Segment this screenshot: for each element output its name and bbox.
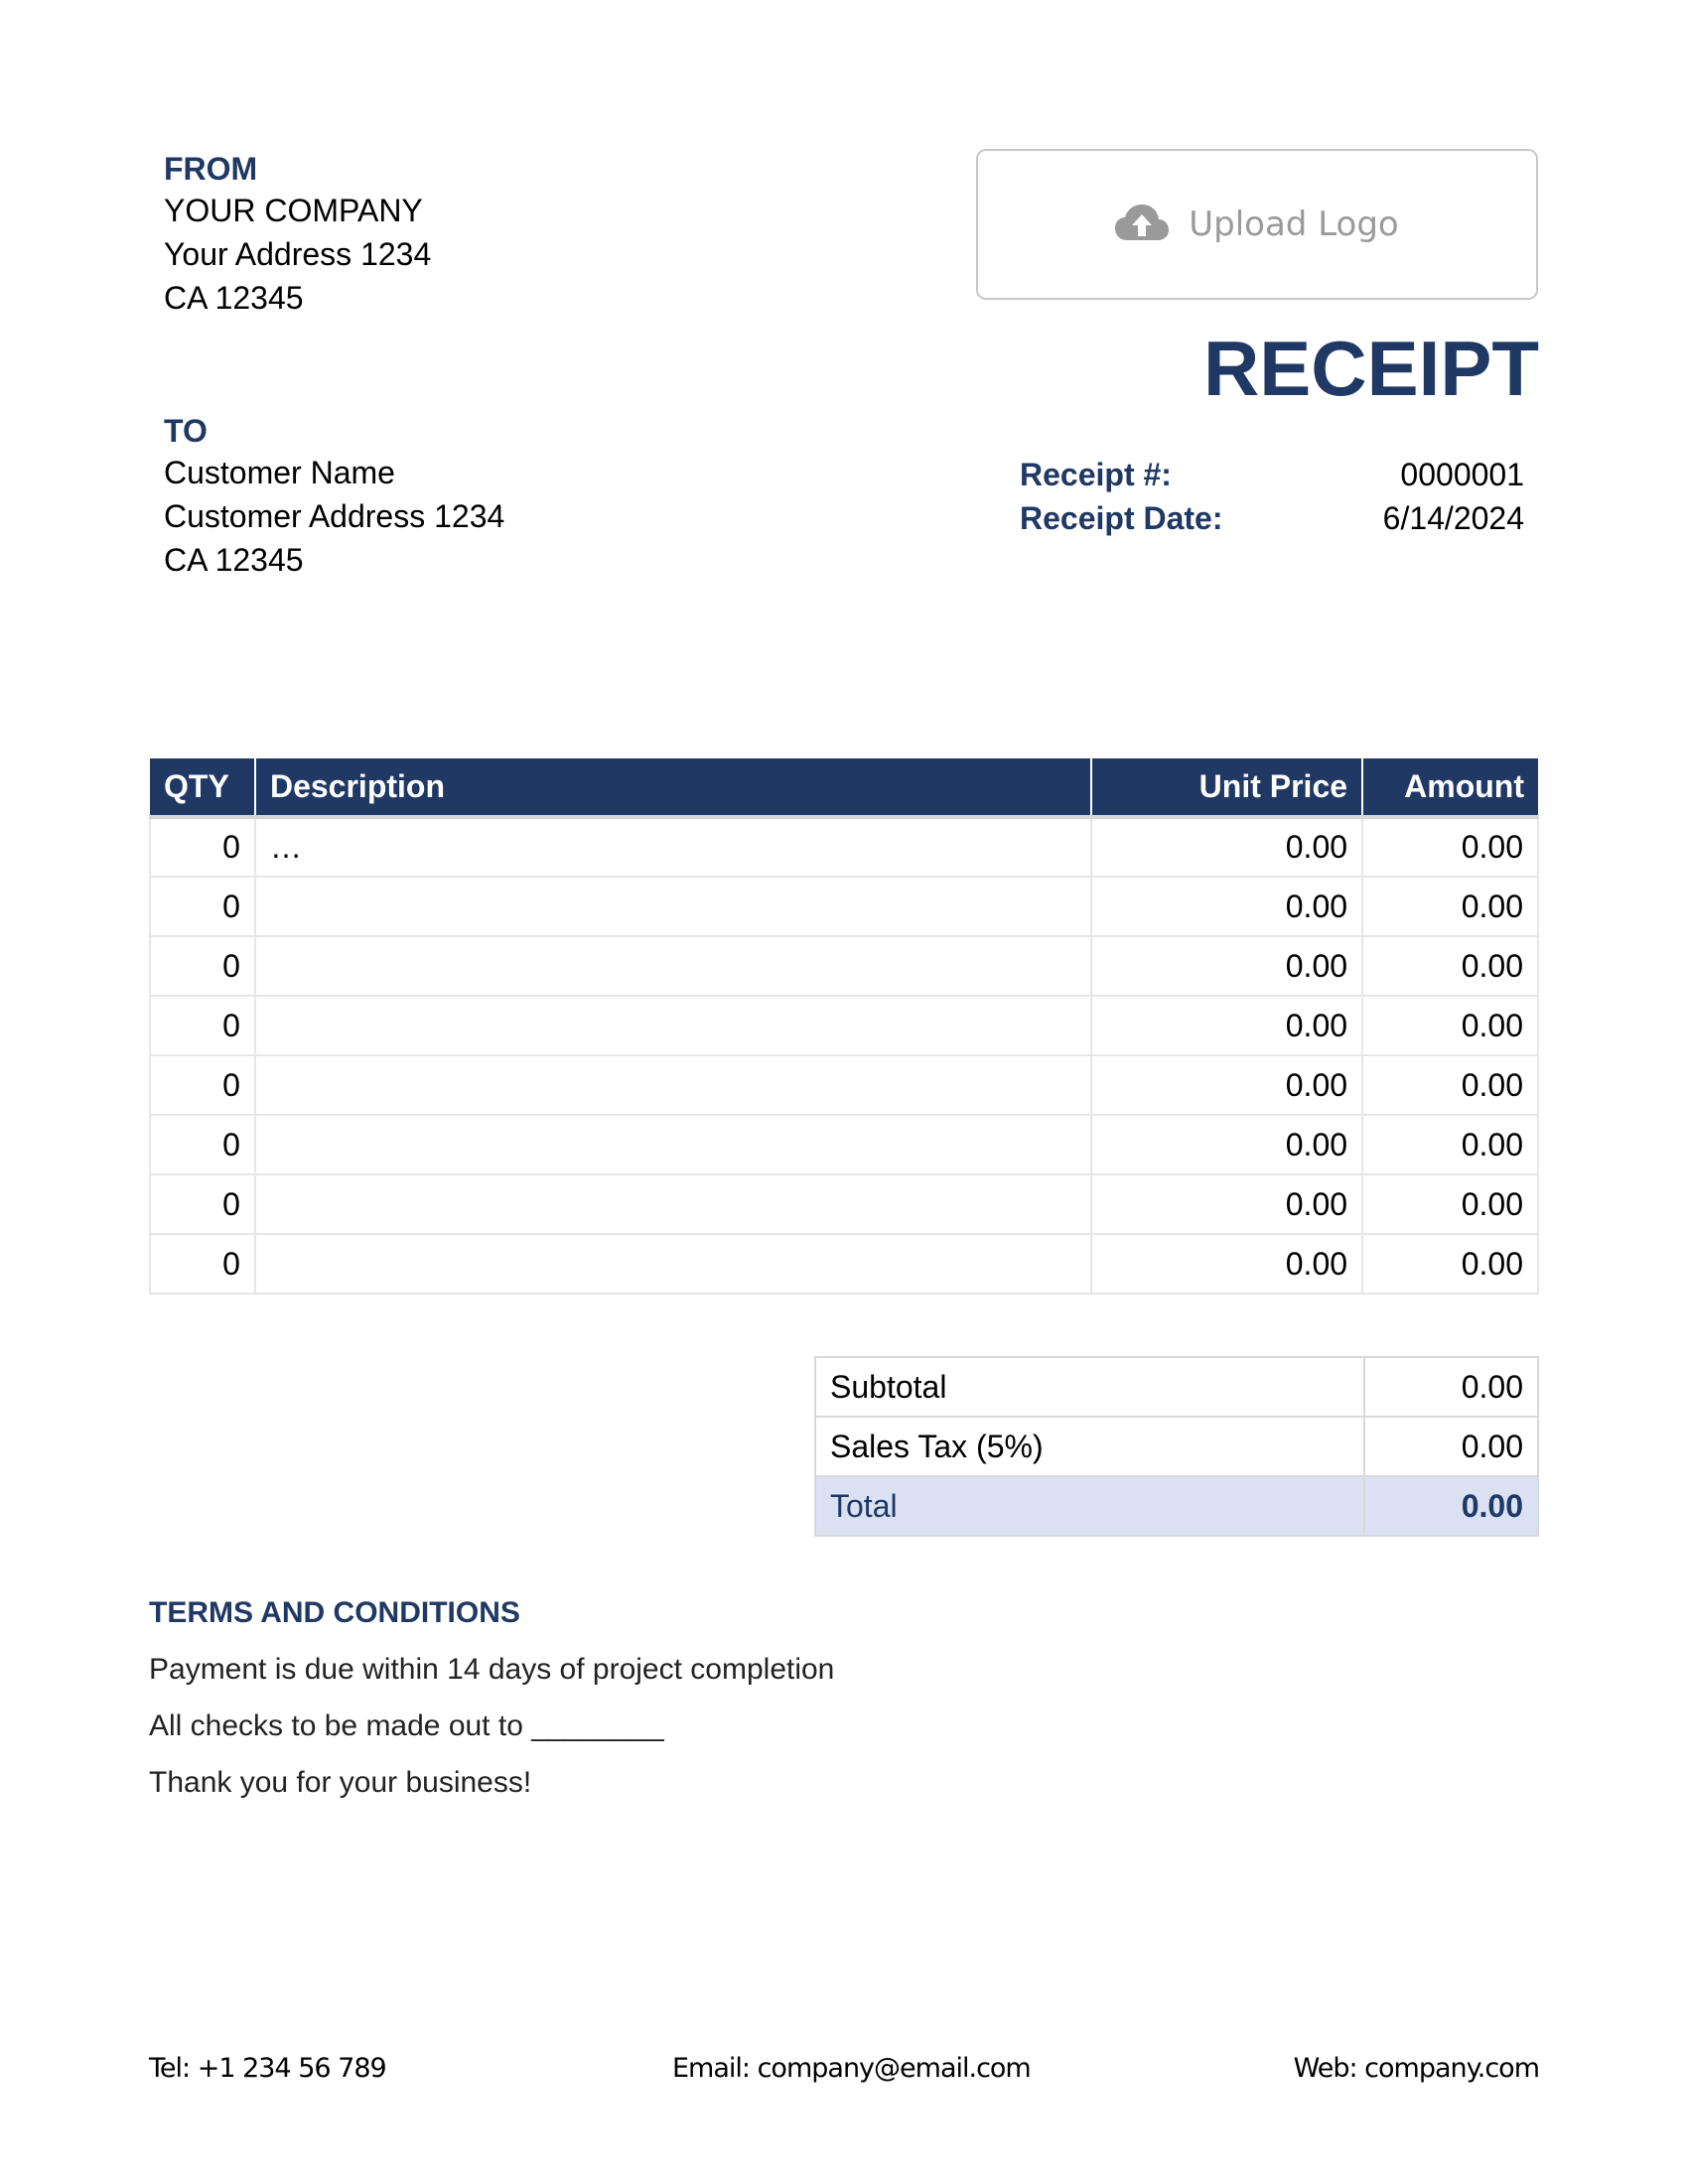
amount-cell: 0.00	[1362, 936, 1538, 996]
table-row	[150, 936, 1538, 996]
footer-web: Web: company.com	[1293, 2053, 1539, 2084]
from-company: YOUR COMPANY	[164, 193, 423, 228]
receipt-date-row	[1020, 496, 1524, 540]
terms-line-checks: All checks to be made out to ________	[149, 1709, 664, 1742]
subtotal-label: Subtotal	[815, 1357, 1364, 1417]
description-cell[interactable]	[255, 936, 1091, 996]
unit-price-cell[interactable]: 0.00	[1091, 936, 1362, 996]
table-row	[150, 996, 1538, 1055]
receipt-date-value: 6/14/2024	[1382, 500, 1524, 536]
qty-cell[interactable]: 0	[150, 817, 255, 877]
terms-line-thanks: Thank you for your business!	[149, 1766, 532, 1799]
qty-cell[interactable]: 0	[150, 1234, 255, 1294]
description-cell[interactable]	[255, 1234, 1091, 1294]
description-cell[interactable]	[255, 1174, 1091, 1234]
items-table	[149, 758, 1539, 1295]
receipt-date-label: Receipt Date:	[1020, 500, 1223, 536]
unit-price-cell[interactable]: 0.00	[1091, 817, 1362, 877]
upload-logo-button[interactable]	[976, 149, 1538, 300]
table-row	[150, 1115, 1538, 1174]
description-cell[interactable]	[255, 1115, 1091, 1174]
receipt-number-value: 0000001	[1400, 457, 1524, 492]
unit-price-cell[interactable]: 0.00	[1091, 1174, 1362, 1234]
col-header-qty: QTY	[150, 758, 255, 817]
subtotal-row	[815, 1357, 1538, 1417]
amount-cell: 0.00	[1362, 1055, 1538, 1115]
total-row	[815, 1476, 1538, 1536]
from-address: Your Address 1234	[164, 236, 432, 272]
amount-cell: 0.00	[1362, 1115, 1538, 1174]
subtotal-value: 0.00	[1364, 1357, 1538, 1417]
totals-table	[814, 1356, 1539, 1537]
receipt-number-label: Receipt #:	[1020, 457, 1172, 492]
footer-tel: Tel: +1 234 56 789	[149, 2053, 386, 2084]
to-block	[164, 411, 504, 582]
qty-cell[interactable]: 0	[150, 1055, 255, 1115]
from-label: FROM	[164, 151, 258, 187]
qty-cell[interactable]: 0	[150, 1174, 255, 1234]
terms-heading: TERMS AND CONDITIONS	[149, 1596, 520, 1629]
amount-cell: 0.00	[1362, 1234, 1538, 1294]
description-cell[interactable]	[255, 996, 1091, 1055]
total-label: Total	[815, 1476, 1364, 1536]
table-row	[150, 1234, 1538, 1294]
tax-value: 0.00	[1364, 1417, 1538, 1476]
table-row	[150, 817, 1538, 877]
amount-cell: 0.00	[1362, 996, 1538, 1055]
items-header-row	[150, 758, 1538, 817]
footer-email: Email: company@email.com	[672, 2053, 1031, 2084]
to-name: Customer Name	[164, 455, 395, 490]
qty-cell[interactable]: 0	[150, 936, 255, 996]
qty-cell[interactable]: 0	[150, 996, 255, 1055]
to-city: CA 12345	[164, 542, 304, 578]
col-header-unit-price: Unit Price	[1091, 758, 1362, 817]
cloud-upload-icon	[1115, 203, 1169, 247]
table-row	[150, 1055, 1538, 1115]
col-header-amount: Amount	[1362, 758, 1538, 817]
unit-price-cell[interactable]: 0.00	[1091, 877, 1362, 936]
amount-cell: 0.00	[1362, 817, 1538, 877]
tax-label: Sales Tax (5%)	[815, 1417, 1364, 1476]
upload-logo-label: Upload Logo	[1189, 205, 1399, 244]
unit-price-cell[interactable]: 0.00	[1091, 1234, 1362, 1294]
receipt-number-row	[1020, 453, 1524, 496]
amount-cell: 0.00	[1362, 1174, 1538, 1234]
table-row	[150, 877, 1538, 936]
description-cell[interactable]	[255, 1055, 1091, 1115]
unit-price-cell[interactable]: 0.00	[1091, 1055, 1362, 1115]
unit-price-cell[interactable]: 0.00	[1091, 1115, 1362, 1174]
total-value: 0.00	[1364, 1476, 1538, 1536]
receipt-meta	[1020, 453, 1524, 540]
amount-cell: 0.00	[1362, 877, 1538, 936]
tax-row	[815, 1417, 1538, 1476]
qty-cell[interactable]: 0	[150, 877, 255, 936]
description-cell[interactable]	[255, 877, 1091, 936]
unit-price-cell[interactable]: 0.00	[1091, 996, 1362, 1055]
description-cell[interactable]: …	[255, 817, 1091, 877]
qty-cell[interactable]: 0	[150, 1115, 255, 1174]
document-title: RECEIPT	[1202, 325, 1539, 412]
to-address: Customer Address 1234	[164, 498, 505, 534]
terms-line-payment: Payment is due within 14 days of project completion	[149, 1653, 835, 1686]
from-city: CA 12345	[164, 280, 304, 316]
table-row	[150, 1174, 1538, 1234]
from-block	[164, 149, 431, 320]
to-label: TO	[164, 413, 208, 449]
col-header-description: Description	[255, 758, 1091, 817]
